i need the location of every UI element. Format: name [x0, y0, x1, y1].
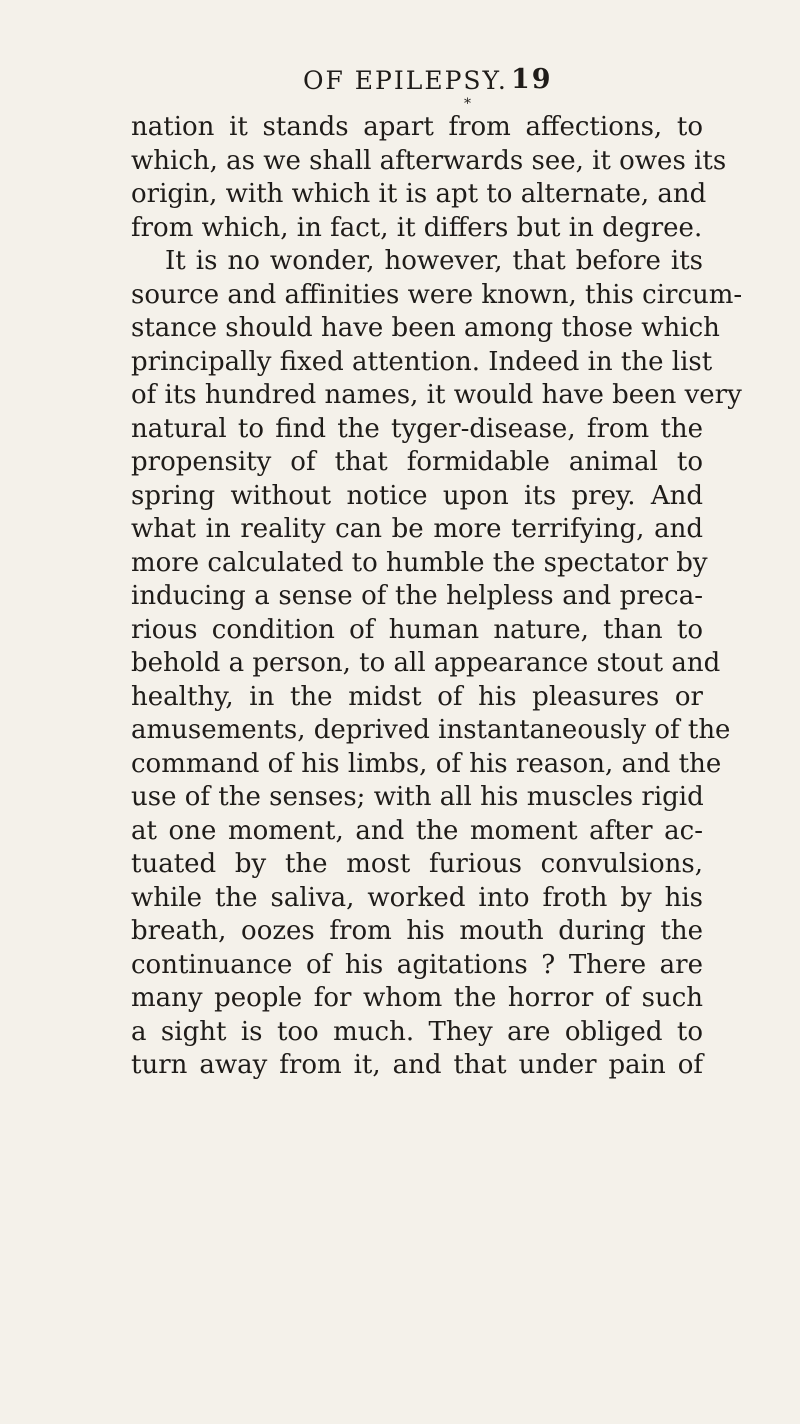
text-line: nation it stands apart from affections, to: [131, 112, 703, 142]
text-line: continuance of his agitations ? There are: [131, 949, 703, 980]
text-line: command of his limbs, of his reason, and the: [131, 748, 722, 779]
text-line: a sight is too much. They are obliged to: [131, 1016, 703, 1047]
page-number: 19: [511, 64, 553, 95]
text-line: inducing a sense of the helpless and preca-: [131, 581, 703, 611]
text-line: origin, with which it is apt to alternate, and: [131, 179, 707, 209]
text-line: turn away from it, and that under pain of: [131, 1050, 703, 1080]
printer-mark: *: [464, 96, 471, 112]
text-line: more calculated to humble the spectator by: [131, 547, 708, 578]
body-text: [131, 111, 743, 1083]
text-line: tuated by the most furious convulsions,: [131, 849, 703, 879]
text-line: principally fixed attention. Indeed in the list: [131, 346, 713, 377]
text-line: source and affinities were known, this circum-: [131, 279, 743, 310]
text-line: which, as we shall afterwards see, it owes its: [131, 145, 727, 176]
text-line: stance should have been among those which: [131, 313, 720, 343]
text-line: spring without notice upon its prey. And: [131, 480, 703, 511]
text-line: propensity of that formidable animal to: [131, 447, 703, 477]
text-line: from which, in fact, it differs but in degree.: [131, 212, 703, 243]
text-line: natural to find the tyger-disease, from the: [131, 413, 703, 444]
text-line: while the saliva, worked into froth by his: [131, 882, 703, 913]
text-line: behold a person, to all appearance stout and: [131, 648, 721, 678]
text-line: use of the senses; with all his muscles rigid: [131, 782, 704, 812]
text-line: at one moment, and the moment after ac-: [131, 815, 703, 846]
text-line: amusements, deprived instantaneously of the: [131, 715, 731, 745]
text-line: of its hundred names, it would have been very: [131, 380, 742, 410]
text-line: many people for whom the horror of such: [131, 983, 703, 1013]
text-line: what in reality can be more terrifying, and: [131, 514, 703, 544]
running-head: [303, 66, 553, 98]
text-line: breath, oozes from his mouth during the: [131, 916, 703, 946]
text-line: It is no wonder, however, that before its: [165, 246, 703, 276]
running-head-title: OF EPILEPSY.: [303, 66, 508, 95]
text-line: rious condition of human nature, than to: [131, 614, 703, 645]
text-line: healthy, in the midst of his pleasures or: [131, 681, 703, 712]
